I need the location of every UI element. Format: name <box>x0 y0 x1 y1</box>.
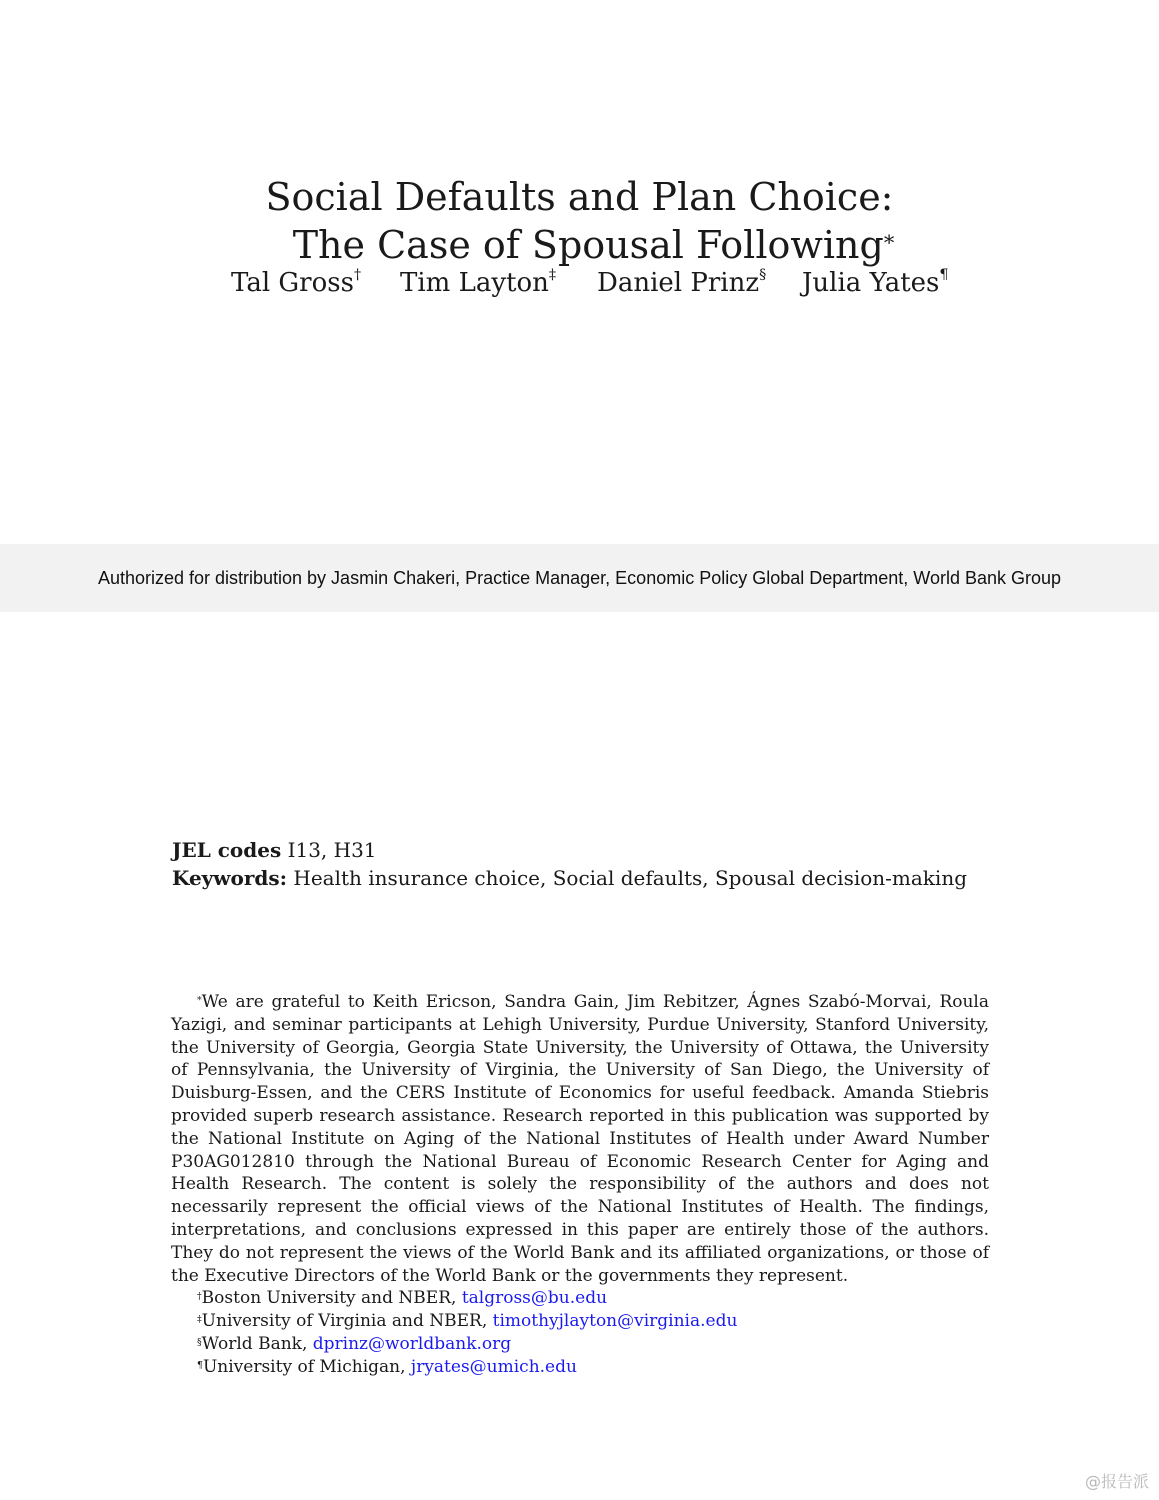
title-line-1: Social Defaults and Plan Choice: <box>265 175 894 220</box>
author-list <box>0 268 1159 308</box>
author-tal-gross: Tal Gross† <box>231 266 362 298</box>
paper-title <box>0 173 1159 269</box>
author-daniel-prinz: Daniel Prinz§ <box>597 266 767 298</box>
email-link[interactable]: talgross@bu.edu <box>461 1288 608 1309</box>
distribution-banner <box>0 544 1159 612</box>
acknowledgement-footnote: *We are grateful to Keith Ericson, Sandra Gain, Jim Rebitzer, Ágnes Szabó-Morvai, Roula Yazigi, and seminar participants at Lehigh University, Purdue University, Stanford University, the University of Georgia, Georgia State University, the University of Ottawa, the University of Pennsylvania, the University of Virginia, the University of San Diego, the University of Duisburg-Essen, and the CERS Institute of Economics for useful feedback. Amanda Stiebris provided superb research assistance. Research reported in this publication was supported by the National Institute on Aging of the National Institutes of Health under Award Number P30AG012810 through the National Bureau of Economic Research Center for Aging and Health Research. The content is solely the responsibility of the authors and does not necessarily represent the official views of the National Institutes of Health. The findings, interpretations, and conclusions expressed in this paper are entirely those of the authors. They do not represent the views of the World Bank and its affiliated organizations, or those of the Executive Directors of the World Bank or the governments they represent. <box>171 992 989 1286</box>
title-line-2 <box>0 221 1159 269</box>
title-line-2-text: The Case of Spousal Following <box>292 223 884 268</box>
keywords: Keywords: Health insurance choice, Social defaults, Spousal decision-making <box>172 866 968 890</box>
title-footnote-mark: * <box>883 231 895 256</box>
email-link[interactable]: dprinz@worldbank.org <box>312 1333 512 1354</box>
author-tim-layton: Tim Layton‡ <box>400 266 557 298</box>
jel-codes: JEL codes I13, H31 <box>172 838 377 862</box>
email-link[interactable]: jryates@umich.edu <box>410 1356 577 1377</box>
affiliation-footnote: †Boston University and NBER, talgross@bu.edu <box>197 1288 608 1309</box>
affiliation-footnote: §World Bank, dprinz@worldbank.org <box>197 1333 512 1354</box>
affiliation-footnote: ‡University of Virginia and NBER, timothyjlayton@virginia.edu <box>197 1311 738 1332</box>
author-julia-yates: Julia Yates¶ <box>802 266 949 298</box>
paper-metadata <box>172 836 972 892</box>
email-link[interactable]: timothyjlayton@virginia.edu <box>492 1311 738 1332</box>
affiliation-footnote: ¶University of Michigan, jryates@umich.edu <box>197 1356 577 1377</box>
footnotes <box>171 991 989 1379</box>
distribution-text: Authorized for distribution by Jasmin Chakeri, Practice Manager, Economic Policy Global Department, World Bank Group <box>97 567 1062 588</box>
watermark: @报告派 <box>1084 1472 1149 1491</box>
